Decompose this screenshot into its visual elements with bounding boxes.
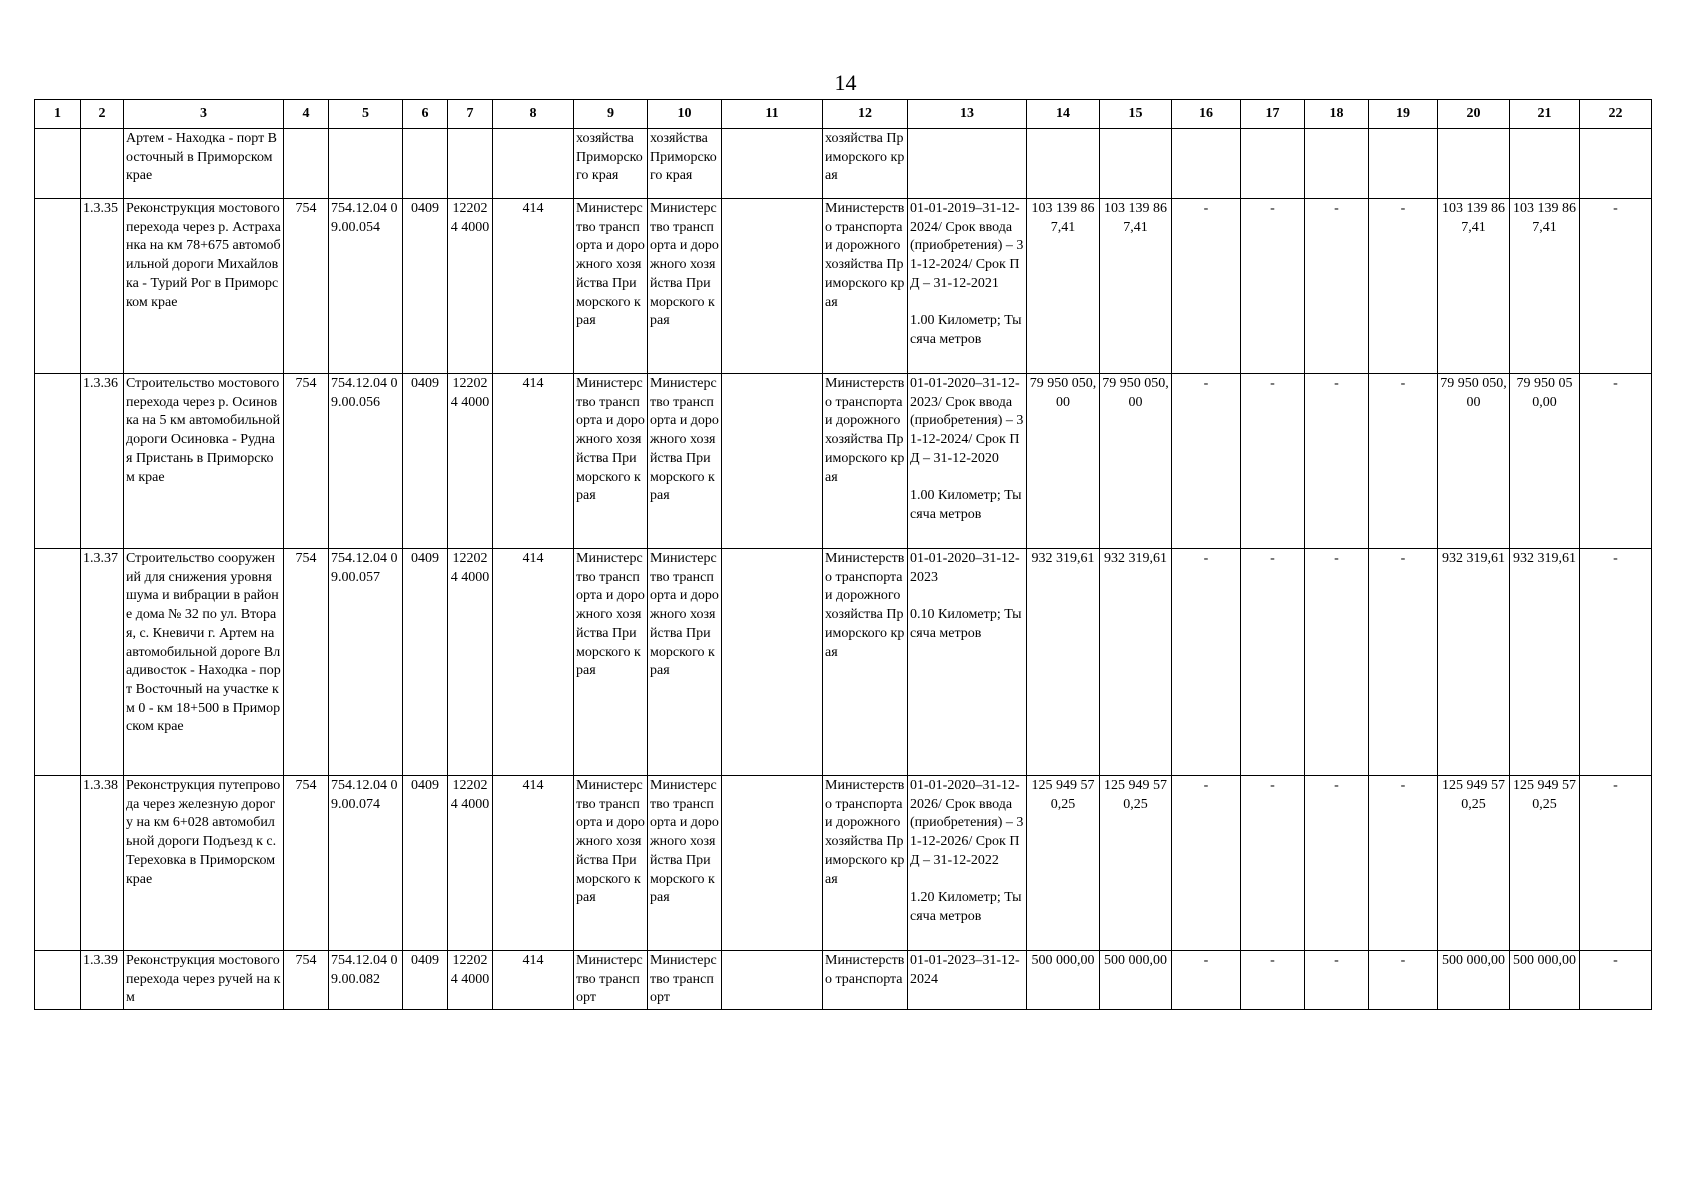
cell-col-21: 79 950 050,00 (1510, 374, 1580, 549)
cell-col-20: 103 139 867,41 (1438, 199, 1510, 374)
cell-col-20: 125 949 570,25 (1438, 776, 1510, 951)
column-number: 18 (1305, 100, 1369, 129)
cell-col-7: 122024 4000 (448, 776, 493, 951)
column-number: 7 (448, 100, 493, 129)
cell-col-19 (1369, 129, 1438, 199)
cell-col-5: 754.12.04 09.00.082 (329, 951, 403, 1010)
cell-col-7: 122024 4000 (448, 374, 493, 549)
cell-col-16: - (1172, 374, 1241, 549)
cell-col-4 (284, 129, 329, 199)
cell-col-21: 932 319,61 (1510, 549, 1580, 776)
cell-col-13: 01-01-2019–31-12-2024/ Срок ввода (приобретения) – 31-12-2024/ Срок ПД – 31-12-2021 1.00 Километр; Тысяча метров (908, 199, 1027, 374)
cell-col-6: 0409 (403, 199, 448, 374)
cell-col-14: 125 949 570,25 (1027, 776, 1100, 951)
cell-col-22: - (1580, 951, 1652, 1010)
column-number-row (35, 100, 1652, 129)
cell-col-11 (722, 549, 823, 776)
cell-col-1 (35, 776, 81, 951)
cell-col-16: - (1172, 776, 1241, 951)
cell-col-5: 754.12.04 09.00.056 (329, 374, 403, 549)
cell-col-15: 125 949 570,25 (1100, 776, 1172, 951)
cell-col-10: Министерство транспорта и дорожного хозяйства Приморского края (648, 374, 722, 549)
column-number: 3 (124, 100, 284, 129)
table-row (35, 951, 1652, 1010)
cell-col-22 (1580, 129, 1652, 199)
cell-col-13: 01-01-2020–31-12-2023 0.10 Километр; Тысяча метров (908, 549, 1027, 776)
cell-col-10: Министерство транспорта и дорожного хозяйства Приморского края (648, 776, 722, 951)
cell-col-10: хозяйства Приморского края (648, 129, 722, 199)
cell-col-15: 103 139 867,41 (1100, 199, 1172, 374)
cell-col-13: 01-01-2020–31-12-2026/ Срок ввода (приобретения) – 31-12-2026/ Срок ПД – 31-12-2022 1.20 Километр; Тысяча метров (908, 776, 1027, 951)
cell-col-18: - (1305, 199, 1369, 374)
cell-col-6: 0409 (403, 549, 448, 776)
cell-col-8: 414 (493, 374, 574, 549)
cell-col-12: Министерство транспорта (823, 951, 908, 1010)
table-row (35, 374, 1652, 549)
cell-col-9: Министерство транспорта и дорожного хозяйства Приморского края (574, 374, 648, 549)
column-number: 12 (823, 100, 908, 129)
cell-col-21: 125 949 570,25 (1510, 776, 1580, 951)
cell-col-19: - (1369, 776, 1438, 951)
cell-col-11 (722, 199, 823, 374)
cell-col-18 (1305, 129, 1369, 199)
cell-col-7: 122024 4000 (448, 199, 493, 374)
cell-col-8: 414 (493, 776, 574, 951)
column-number: 16 (1172, 100, 1241, 129)
table-row (35, 129, 1652, 199)
cell-col-18: - (1305, 549, 1369, 776)
cell-col-6 (403, 129, 448, 199)
cell-col-15: 500 000,00 (1100, 951, 1172, 1010)
cell-col-16 (1172, 129, 1241, 199)
cell-col-1 (35, 199, 81, 374)
cell-col-16: - (1172, 199, 1241, 374)
cell-col-3: Реконструкция мостового перехода через ручей на км (124, 951, 284, 1010)
cell-col-22: - (1580, 776, 1652, 951)
cell-col-2: 1.3.39 (81, 951, 124, 1010)
cell-col-1 (35, 129, 81, 199)
cell-col-10: Министерство транспорта и дорожного хозяйства Приморского края (648, 199, 722, 374)
cell-col-11 (722, 776, 823, 951)
column-number: 13 (908, 100, 1027, 129)
cell-col-7: 122024 4000 (448, 549, 493, 776)
column-number: 5 (329, 100, 403, 129)
cell-col-14: 79 950 050,00 (1027, 374, 1100, 549)
cell-col-2: 1.3.37 (81, 549, 124, 776)
cell-col-9: хозяйства Приморского края (574, 129, 648, 199)
page-number: 14 (834, 70, 857, 95)
cell-col-17: - (1241, 776, 1305, 951)
cell-col-9: Министерство транспорта и дорожного хозяйства Приморского края (574, 199, 648, 374)
cell-col-3: Реконструкция мостового перехода через р. Астраханка на км 78+675 автомобильной дороги Михайловка - Турий Рог в Приморском крае (124, 199, 284, 374)
cell-col-10: Министерство транспорта и дорожного хозяйства Приморского края (648, 549, 722, 776)
cell-col-22: - (1580, 199, 1652, 374)
cell-col-17 (1241, 129, 1305, 199)
cell-col-8: 414 (493, 199, 574, 374)
cell-col-5 (329, 129, 403, 199)
cell-col-14: 500 000,00 (1027, 951, 1100, 1010)
cell-col-17: - (1241, 549, 1305, 776)
column-number: 22 (1580, 100, 1652, 129)
table-row (35, 199, 1652, 374)
cell-col-16: - (1172, 951, 1241, 1010)
cell-col-8 (493, 129, 574, 199)
cell-col-3: Артем - Находка - порт Восточный в Приморском крае (124, 129, 284, 199)
column-number: 8 (493, 100, 574, 129)
cell-col-9: Министерство транспорта и дорожного хозяйства Приморского края (574, 549, 648, 776)
cell-col-4: 754 (284, 549, 329, 776)
cell-col-13: 01-01-2020–31-12-2023/ Срок ввода (приобретения) – 31-12-2024/ Срок ПД – 31-12-2020 1.00 Километр; Тысяча метров (908, 374, 1027, 549)
cell-col-4: 754 (284, 776, 329, 951)
cell-col-1 (35, 374, 81, 549)
cell-col-20 (1438, 129, 1510, 199)
cell-col-2: 1.3.38 (81, 776, 124, 951)
cell-col-7 (448, 129, 493, 199)
cell-col-4: 754 (284, 951, 329, 1010)
cell-col-3: Реконструкция путепровода через железную дорогу на км 6+028 автомобильной дороги Подъезд к с. Тереховка в Приморском крае (124, 776, 284, 951)
cell-col-2 (81, 129, 124, 199)
cell-col-2: 1.3.35 (81, 199, 124, 374)
cell-col-13 (908, 129, 1027, 199)
column-number: 10 (648, 100, 722, 129)
cell-col-18: - (1305, 951, 1369, 1010)
cell-col-5: 754.12.04 09.00.054 (329, 199, 403, 374)
cell-col-10: Министерство транспорт (648, 951, 722, 1010)
cell-col-15: 932 319,61 (1100, 549, 1172, 776)
cell-col-7: 122024 4000 (448, 951, 493, 1010)
cell-col-14: 932 319,61 (1027, 549, 1100, 776)
cell-col-16: - (1172, 549, 1241, 776)
column-number: 14 (1027, 100, 1100, 129)
column-number: 4 (284, 100, 329, 129)
column-number: 9 (574, 100, 648, 129)
cell-col-12: Министерство транспорта и дорожного хозяйства Приморского края (823, 199, 908, 374)
column-number: 15 (1100, 100, 1172, 129)
cell-col-9: Министерство транспорт (574, 951, 648, 1010)
cell-col-11 (722, 951, 823, 1010)
cell-col-20: 932 319,61 (1438, 549, 1510, 776)
cell-col-12: Министерство транспорта и дорожного хозяйства Приморского края (823, 549, 908, 776)
cell-col-21: 500 000,00 (1510, 951, 1580, 1010)
column-number: 11 (722, 100, 823, 129)
cell-col-17: - (1241, 199, 1305, 374)
cell-col-19: - (1369, 199, 1438, 374)
cell-col-19: - (1369, 374, 1438, 549)
cell-col-22: - (1580, 374, 1652, 549)
cell-col-18: - (1305, 776, 1369, 951)
cell-col-8: 414 (493, 951, 574, 1010)
cell-col-14: 103 139 867,41 (1027, 199, 1100, 374)
column-number: 17 (1241, 100, 1305, 129)
cell-col-12: хозяйства Приморского края (823, 129, 908, 199)
cell-col-5: 754.12.04 09.00.057 (329, 549, 403, 776)
cell-col-19: - (1369, 549, 1438, 776)
cell-col-6: 0409 (403, 776, 448, 951)
cell-col-8: 414 (493, 549, 574, 776)
cell-col-21 (1510, 129, 1580, 199)
column-number: 19 (1369, 100, 1438, 129)
cell-col-6: 0409 (403, 374, 448, 549)
cell-col-21: 103 139 867,41 (1510, 199, 1580, 374)
column-number: 2 (81, 100, 124, 129)
cell-col-13: 01-01-2023–31-12-2024 (908, 951, 1027, 1010)
cell-col-4: 754 (284, 374, 329, 549)
cell-col-6: 0409 (403, 951, 448, 1010)
cell-col-17: - (1241, 374, 1305, 549)
cell-col-5: 754.12.04 09.00.074 (329, 776, 403, 951)
cell-col-2: 1.3.36 (81, 374, 124, 549)
cell-col-12: Министерство транспорта и дорожного хозяйства Приморского края (823, 374, 908, 549)
column-number: 21 (1510, 100, 1580, 129)
cell-col-3: Строительство мостового перехода через р. Осиновка на 5 км автомобильной дороги Осиновка - Рудная Пристань в Приморском крае (124, 374, 284, 549)
table-row (35, 549, 1652, 776)
cell-col-11 (722, 129, 823, 199)
column-number: 20 (1438, 100, 1510, 129)
cell-col-12: Министерство транспорта и дорожного хозяйства Приморского края (823, 776, 908, 951)
cell-col-4: 754 (284, 199, 329, 374)
cell-col-11 (722, 374, 823, 549)
cell-col-3: Строительство сооружений для снижения уровня шума и вибрации в районе дома № 32 по ул. Вторая, с. Кневичи г. Артем на автомобильной дороге Владивосток - Находка - порт Восточный на участке км 0 - км 18+500 в Приморском крае (124, 549, 284, 776)
data-table (34, 99, 1652, 1010)
table-row (35, 776, 1652, 951)
column-number: 1 (35, 100, 81, 129)
cell-col-1 (35, 549, 81, 776)
cell-col-15 (1100, 129, 1172, 199)
cell-col-20: 500 000,00 (1438, 951, 1510, 1010)
cell-col-19: - (1369, 951, 1438, 1010)
cell-col-15: 79 950 050,00 (1100, 374, 1172, 549)
cell-col-1 (35, 951, 81, 1010)
cell-col-17: - (1241, 951, 1305, 1010)
cell-col-18: - (1305, 374, 1369, 549)
cell-col-22: - (1580, 549, 1652, 776)
cell-col-14 (1027, 129, 1100, 199)
column-number: 6 (403, 100, 448, 129)
cell-col-9: Министерство транспорта и дорожного хозяйства Приморского края (574, 776, 648, 951)
cell-col-20: 79 950 050,00 (1438, 374, 1510, 549)
